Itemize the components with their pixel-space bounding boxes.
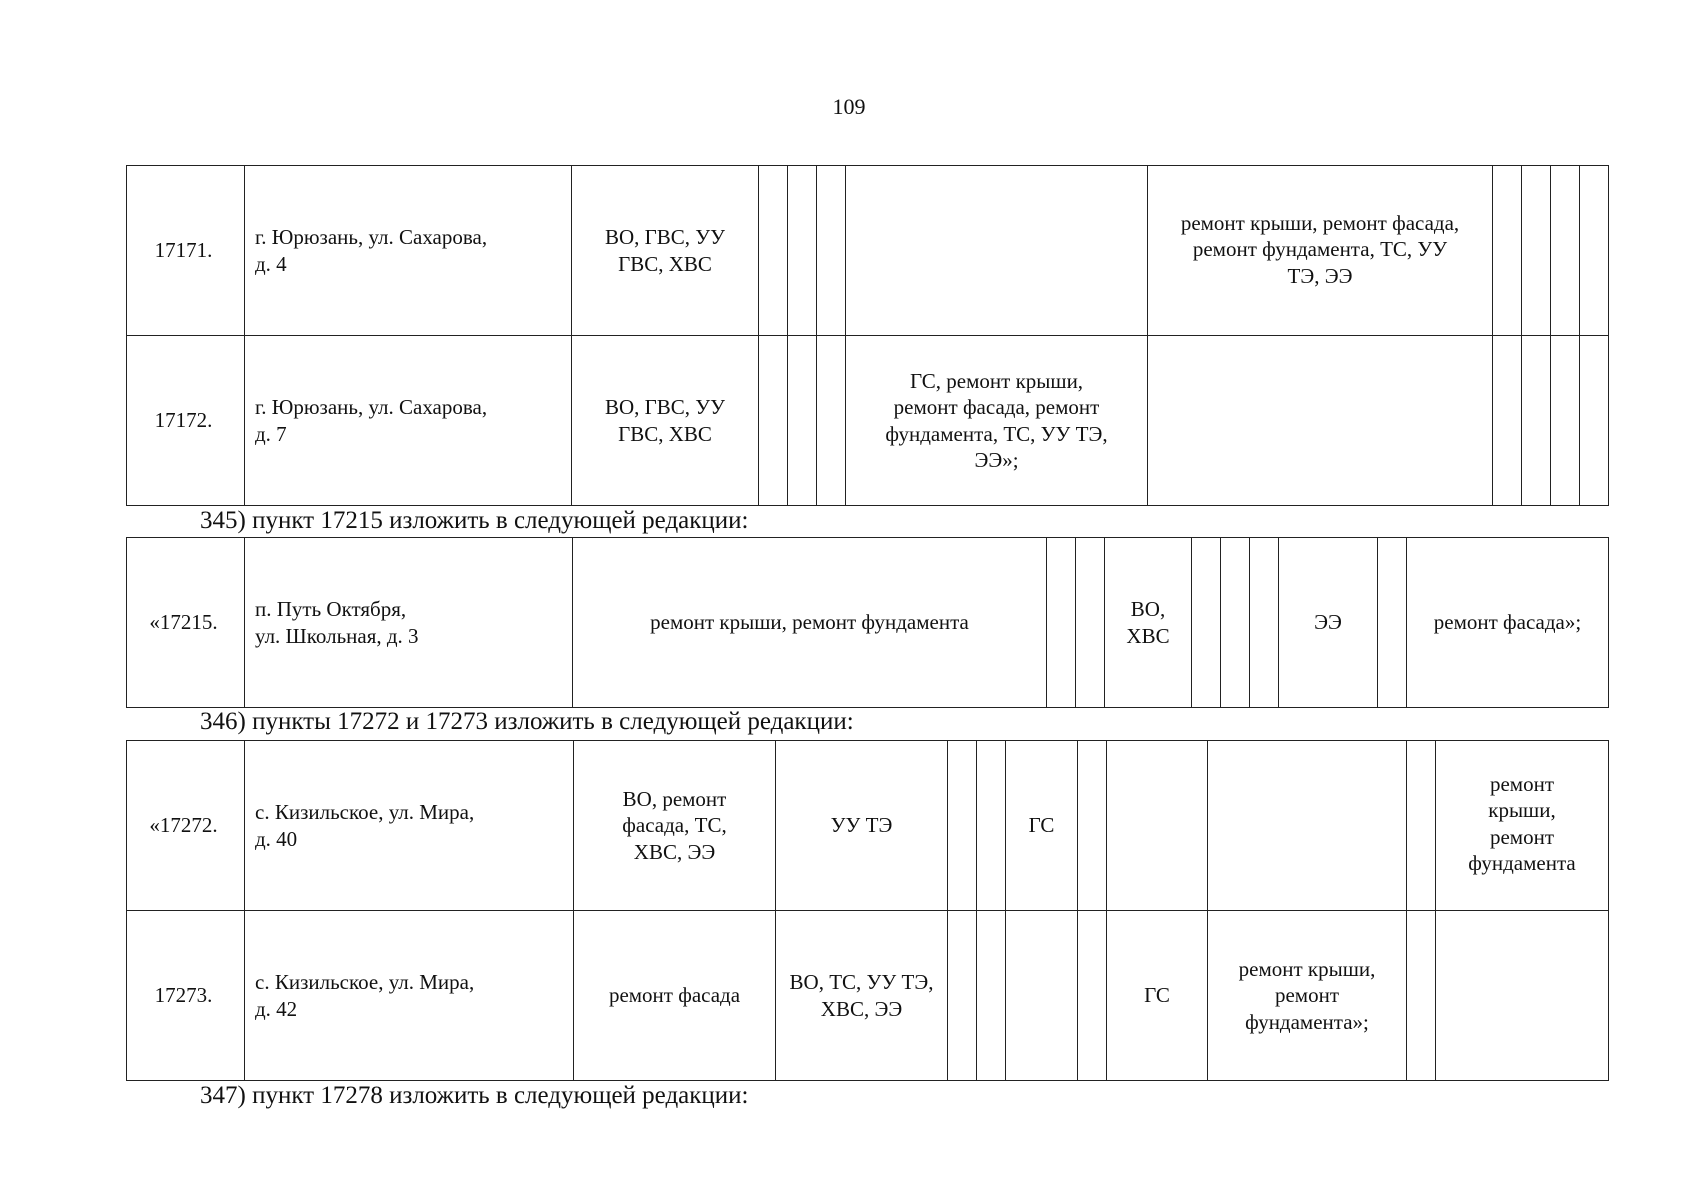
works-line: ремонт — [1274, 983, 1340, 1008]
address-line: ул. Школьная, д. 3 — [255, 623, 419, 648]
empty-cell — [1551, 336, 1580, 506]
works-cell — [1148, 166, 1493, 336]
empty-cell — [1407, 741, 1436, 911]
works-line: ремонт — [1489, 772, 1555, 796]
empty-cell — [1407, 911, 1436, 1081]
empty-cell — [1078, 741, 1107, 911]
works-line: ВО, ГВС, УУ — [604, 225, 726, 250]
empty-cell — [1580, 166, 1609, 336]
address-cell — [245, 741, 574, 911]
works-cell — [572, 336, 759, 506]
works-cell — [1436, 741, 1609, 911]
paragraph-347: 347) пункт 17278 изложить в следующей редакции: — [200, 1082, 749, 1109]
works-cell — [1006, 911, 1078, 1081]
works-line: ГВС, ХВС — [618, 251, 712, 276]
address-line: г. Юрюзань, ул. Сахарова, — [255, 225, 488, 250]
address-line: п. Путь Октября, — [255, 597, 407, 622]
works-line: ремонт фундамента, ТС, УУ — [1192, 237, 1448, 262]
empty-cell — [1493, 166, 1522, 336]
item-number: «17272. — [127, 741, 245, 911]
item-number: 17172. — [127, 336, 245, 506]
paragraph-345: 345) пункт 17215 изложить в следующей редакции: — [200, 507, 749, 534]
empty-cell — [977, 741, 1006, 911]
empty-cell — [1522, 166, 1551, 336]
empty-cell — [788, 336, 817, 506]
item-number: 17273. — [127, 911, 245, 1081]
empty-cell — [1493, 336, 1522, 506]
address-cell — [245, 538, 573, 708]
works-cell — [846, 166, 1148, 336]
empty-cell — [817, 336, 846, 506]
works-line: фундамента, ТС, УУ ТЭ, — [885, 421, 1108, 446]
works-cell — [846, 336, 1148, 506]
works-cell: ремонт фасада — [574, 911, 776, 1081]
empty-cell — [1076, 538, 1105, 708]
works-cell: ГС — [1107, 911, 1208, 1081]
empty-cell — [788, 166, 817, 336]
table-row — [127, 911, 1609, 1081]
empty-cell — [1047, 538, 1076, 708]
works-line: ремонт — [1489, 824, 1555, 849]
empty-cell — [948, 911, 977, 1081]
works-line: фундамента»; — [1245, 1009, 1369, 1034]
works-line: фасада, ТС, — [622, 813, 727, 838]
works-line: ЭЭ»; — [974, 447, 1019, 472]
works-cell — [1148, 336, 1493, 506]
address-line: д. 42 — [255, 996, 298, 1021]
works-cell — [572, 166, 759, 336]
works-line: ВО, ГВС, УУ — [604, 395, 726, 420]
works-cell: ремонт фасада»; — [1407, 538, 1609, 708]
empty-cell — [1522, 336, 1551, 506]
works-line: ТЭ, ЭЭ — [1287, 263, 1353, 288]
empty-cell — [1078, 911, 1107, 1081]
works-line: ремонт крыши, — [1238, 957, 1376, 982]
works-line: ремонт крыши, ремонт фасада, — [1180, 211, 1460, 235]
table-item-17215 — [126, 537, 1609, 708]
works-cell — [1208, 911, 1407, 1081]
empty-cell — [817, 166, 846, 336]
works-cell — [1105, 538, 1192, 708]
address-line: д. 4 — [255, 251, 287, 276]
table-row — [127, 336, 1609, 506]
works-cell — [1436, 911, 1609, 1081]
empty-cell — [977, 911, 1006, 1081]
table-row — [127, 538, 1609, 708]
table-items-17272-17273 — [126, 740, 1609, 1081]
empty-cell — [759, 166, 788, 336]
address-cell — [245, 336, 572, 506]
item-number: 17171. — [127, 166, 245, 336]
address-cell — [245, 911, 574, 1081]
page-number: 109 — [832, 94, 866, 119]
empty-cell — [948, 741, 977, 911]
works-cell: ремонт крыши, ремонт фундамента — [573, 538, 1047, 708]
works-line: ГВС, ХВС — [618, 421, 712, 446]
empty-cell — [759, 336, 788, 506]
works-line: ХВС, ЭЭ — [633, 839, 716, 864]
works-cell: УУ ТЭ — [776, 741, 948, 911]
empty-cell — [1192, 538, 1221, 708]
item-number: «17215. — [127, 538, 245, 708]
table-row — [127, 166, 1609, 336]
works-cell — [1107, 741, 1208, 911]
works-cell: ГС — [1006, 741, 1078, 911]
works-line: крыши, — [1488, 798, 1556, 823]
address-line: д. 7 — [255, 421, 287, 446]
works-cell — [574, 741, 776, 911]
paragraph-346: 346) пункты 17272 и 17273 изложить в следующей редакции: — [200, 708, 854, 735]
empty-cell — [1250, 538, 1279, 708]
empty-cell — [1580, 336, 1609, 506]
empty-cell — [1221, 538, 1250, 708]
works-line: ХВС — [1126, 623, 1170, 648]
works-line: ремонт фасада, ремонт — [893, 395, 1100, 420]
empty-cell — [1378, 538, 1407, 708]
empty-cell — [1551, 166, 1580, 336]
works-line: ВО, ремонт — [622, 787, 727, 812]
address-line: с. Кизильское, ул. Мира, — [255, 970, 475, 995]
address-line: д. 40 — [255, 826, 298, 851]
address-line: с. Кизильское, ул. Мира, — [255, 800, 475, 825]
address-line: г. Юрюзань, ул. Сахарова, — [255, 395, 488, 420]
works-line: ВО, — [1130, 597, 1166, 622]
table-items-17171-17172 — [126, 165, 1609, 506]
works-line: фундамента — [1468, 850, 1576, 875]
table-row — [127, 741, 1609, 911]
works-cell: ВО, ТС, УУ ТЭ, ХВС, ЭЭ — [776, 911, 948, 1081]
address-cell — [245, 166, 572, 336]
works-line: ГС, ремонт крыши, — [909, 369, 1084, 393]
works-cell — [1208, 741, 1407, 911]
works-cell: ЭЭ — [1279, 538, 1378, 708]
